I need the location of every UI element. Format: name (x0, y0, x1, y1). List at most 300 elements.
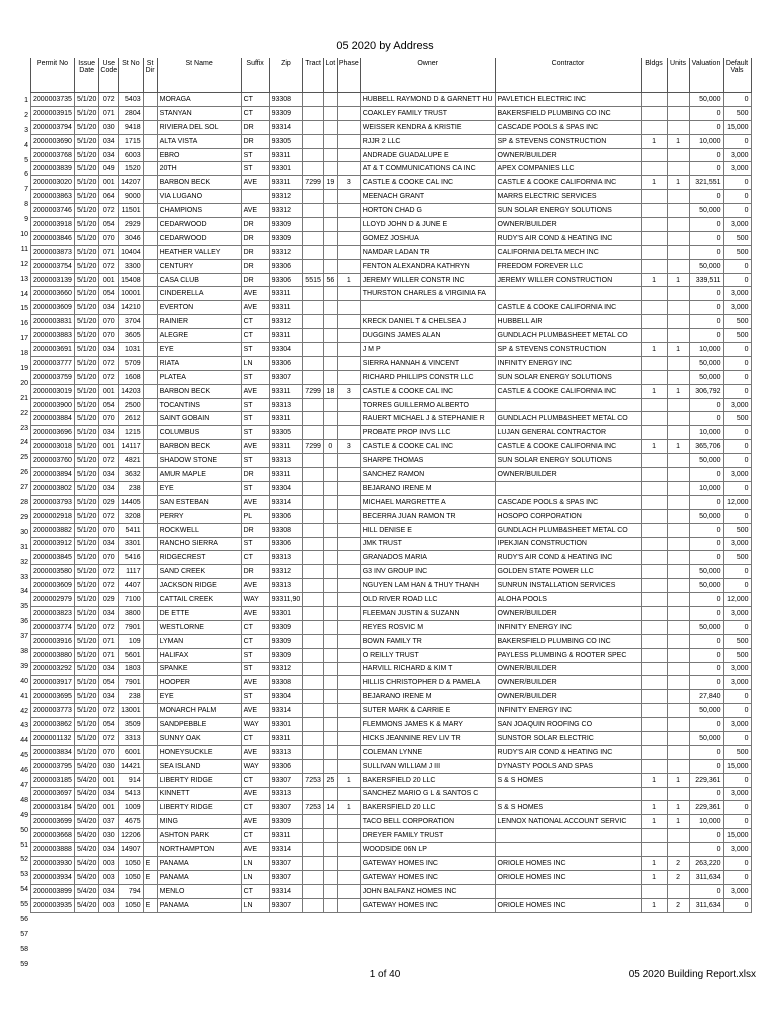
cell-contractor: CASCADE POOLS & SPAS INC (495, 120, 641, 134)
cell-lot (323, 329, 337, 343)
cell-zip: 93313 (269, 745, 303, 759)
cell-issue: 5/1/20 (74, 301, 98, 315)
cell-valuation: 50,000 (689, 565, 723, 579)
cell-owner: ANDRADE GUADALUPE E (360, 148, 495, 162)
cell-stno: 3704 (119, 315, 143, 329)
cell-use: 071 (99, 106, 119, 120)
cell-lot (323, 704, 337, 718)
cell-permit: 2000003699 (31, 815, 75, 829)
header-issue: Issue Date (74, 58, 98, 93)
cell-stname: HONEYSUCKLE (157, 745, 241, 759)
cell-bldgs (641, 676, 667, 690)
cell-stno: 5413 (119, 787, 143, 801)
cell-owner: FENTON ALEXANDRA KATHRYN (360, 259, 495, 273)
cell-suffix: DR (241, 231, 269, 245)
cell-suffix: DR (241, 259, 269, 273)
cell-stdir (143, 815, 157, 829)
cell-phase (337, 829, 360, 843)
table-row (31, 384, 752, 398)
cell-suffix: CT (241, 634, 269, 648)
cell-use: 034 (99, 606, 119, 620)
cell-contractor: MARRS ELECTRIC SERVICES (495, 190, 641, 204)
cell-permit: 2000003883 (31, 329, 75, 343)
cell-lot (323, 301, 337, 315)
row-number: 33 (20, 573, 28, 581)
cell-tract (303, 301, 324, 315)
cell-stname: MENLO (157, 884, 241, 898)
cell-tract (303, 218, 324, 232)
cell-stno: 6003 (119, 148, 143, 162)
cell-stdir (143, 301, 157, 315)
cell-permit: 2000003690 (31, 134, 75, 148)
cell-tract (303, 509, 324, 523)
cell-permit: 2000003900 (31, 398, 75, 412)
cell-tract (303, 662, 324, 676)
cell-permit: 2000003292 (31, 662, 75, 676)
cell-phase (337, 204, 360, 218)
cell-issue: 5/1/20 (74, 398, 98, 412)
cell-issue: 5/1/20 (74, 454, 98, 468)
cell-default: 500 (723, 231, 751, 245)
header-contractor: Contractor (495, 58, 641, 93)
cell-default: 500 (723, 648, 751, 662)
cell-suffix: AVE (241, 495, 269, 509)
cell-phase (337, 454, 360, 468)
cell-default: 0 (723, 204, 751, 218)
cell-phase (337, 787, 360, 801)
cell-tract: 5515 (303, 273, 324, 287)
cell-stno: 5416 (119, 551, 143, 565)
cell-use: 072 (99, 370, 119, 384)
cell-stdir (143, 579, 157, 593)
cell-owner: NAMDAR LADAN TR (360, 245, 495, 259)
cell-zip: 93313 (269, 787, 303, 801)
table-row (31, 787, 752, 801)
row-number: 16 (20, 320, 28, 328)
cell-phase (337, 718, 360, 732)
cell-bldgs (641, 204, 667, 218)
cell-stdir (143, 134, 157, 148)
cell-issue: 5/1/20 (74, 245, 98, 259)
row-number: 26 (20, 469, 28, 477)
cell-zip: 93306 (269, 273, 303, 287)
cell-stname: EYE (157, 690, 241, 704)
cell-permit: 2000003020 (31, 176, 75, 190)
cell-units (667, 481, 689, 495)
cell-suffix: ST (241, 481, 269, 495)
header-bldgs: Bldgs (641, 58, 667, 93)
cell-valuation: 0 (689, 745, 723, 759)
cell-owner: BEJARANO IRENE M (360, 481, 495, 495)
table-row (31, 620, 752, 634)
cell-lot (323, 356, 337, 370)
cell-stdir (143, 343, 157, 357)
cell-default: 0 (723, 704, 751, 718)
cell-contractor (495, 843, 641, 857)
cell-zip: 93311 (269, 329, 303, 343)
cell-permit: 2000003793 (31, 495, 75, 509)
cell-valuation: 0 (689, 329, 723, 343)
cell-stdir (143, 218, 157, 232)
cell-tract (303, 759, 324, 773)
cell-permit: 2000003774 (31, 620, 75, 634)
cell-lot (323, 481, 337, 495)
cell-zip: 93314 (269, 495, 303, 509)
cell-phase (337, 593, 360, 607)
cell-stno: 1031 (119, 343, 143, 357)
cell-bldgs (641, 259, 667, 273)
cell-suffix: LN (241, 898, 269, 912)
table-row (31, 190, 752, 204)
cell-owner: COLEMAN LYNNE (360, 745, 495, 759)
cell-use: 001 (99, 384, 119, 398)
table-row (31, 634, 752, 648)
cell-suffix: CT (241, 106, 269, 120)
cell-permit: 2000003845 (31, 551, 75, 565)
cell-owner: FLEMMONS JAMES K & MARY (360, 718, 495, 732)
cell-bldgs (641, 565, 667, 579)
cell-stname: SHADOW STONE (157, 454, 241, 468)
cell-units (667, 259, 689, 273)
cell-default: 3,000 (723, 606, 751, 620)
header-phase: Phase (337, 58, 360, 93)
cell-suffix: CT (241, 829, 269, 843)
header-use: Use Code (99, 58, 119, 93)
table-row (31, 509, 752, 523)
cell-valuation: 0 (689, 495, 723, 509)
cell-suffix: CT (241, 551, 269, 565)
cell-lot (323, 606, 337, 620)
cell-issue: 5/1/20 (74, 231, 98, 245)
cell-permit: 2000003794 (31, 120, 75, 134)
row-number: 5 (24, 156, 28, 164)
cell-issue: 5/1/20 (74, 176, 98, 190)
cell-stno: 12206 (119, 829, 143, 843)
cell-permit: 2000003139 (31, 273, 75, 287)
cell-contractor: FREEDOM FOREVER LLC (495, 259, 641, 273)
cell-stname: SUNNY OAK (157, 731, 241, 745)
cell-bldgs (641, 287, 667, 301)
cell-valuation: 0 (689, 676, 723, 690)
cell-contractor: SUNSTOR SOLAR ELECTRIC (495, 731, 641, 745)
cell-valuation: 0 (689, 412, 723, 426)
cell-zip: 93311 (269, 148, 303, 162)
cell-stno: 3313 (119, 731, 143, 745)
cell-owner: HICKS JEANNINE REV LIV TR (360, 731, 495, 745)
cell-use: 029 (99, 495, 119, 509)
cell-suffix: ST (241, 148, 269, 162)
row-number: 23 (20, 424, 28, 432)
table-row (31, 134, 752, 148)
cell-suffix: PL (241, 509, 269, 523)
cell-units (667, 245, 689, 259)
cell-phase (337, 356, 360, 370)
cell-valuation: 0 (689, 106, 723, 120)
cell-phase (337, 481, 360, 495)
cell-default: 500 (723, 745, 751, 759)
cell-stno: 14907 (119, 843, 143, 857)
table-row (31, 801, 752, 815)
cell-contractor: SUN SOLAR ENERGY SOLUTIONS (495, 370, 641, 384)
cell-zip: 93313 (269, 579, 303, 593)
cell-tract (303, 356, 324, 370)
cell-suffix: ST (241, 426, 269, 440)
cell-units (667, 412, 689, 426)
cell-stno: 914 (119, 773, 143, 787)
row-number: 49 (20, 811, 28, 819)
row-number: 10 (20, 231, 28, 239)
cell-zip: 93312 (269, 662, 303, 676)
cell-use: 072 (99, 93, 119, 107)
cell-units: 1 (667, 273, 689, 287)
cell-zip: 93309 (269, 634, 303, 648)
cell-zip: 93307 (269, 870, 303, 884)
cell-phase (337, 745, 360, 759)
cell-default: 3,000 (723, 287, 751, 301)
cell-contractor: SUN SOLAR ENERGY SOLUTIONS (495, 454, 641, 468)
cell-units (667, 759, 689, 773)
cell-stdir (143, 148, 157, 162)
cell-units (667, 662, 689, 676)
cell-permit: 2000003839 (31, 162, 75, 176)
cell-default: 0 (723, 898, 751, 912)
cell-tract (303, 690, 324, 704)
cell-zip: 93304 (269, 690, 303, 704)
cell-use: 071 (99, 634, 119, 648)
cell-permit: 2000003846 (31, 231, 75, 245)
cell-issue: 5/1/20 (74, 106, 98, 120)
cell-owner: HUBBELL RAYMOND D & GARNETT HU (360, 93, 495, 107)
cell-zip: 93308 (269, 93, 303, 107)
cell-bldgs (641, 218, 667, 232)
cell-stno: 5403 (119, 93, 143, 107)
cell-stno: 4821 (119, 454, 143, 468)
cell-lot: 0 (323, 440, 337, 454)
cell-owner: BOWN FAMILY TR (360, 634, 495, 648)
cell-stdir (143, 718, 157, 732)
cell-owner: GATEWAY HOMES INC (360, 898, 495, 912)
cell-valuation: 0 (689, 190, 723, 204)
table-row (31, 662, 752, 676)
cell-stdir (143, 731, 157, 745)
cell-stno: 6001 (119, 745, 143, 759)
cell-stno: 7901 (119, 620, 143, 634)
cell-stno: 9000 (119, 190, 143, 204)
cell-units: 2 (667, 856, 689, 870)
cell-permit: 2000003184 (31, 801, 75, 815)
cell-permit: 2000003880 (31, 648, 75, 662)
cell-phase (337, 843, 360, 857)
cell-zip: 93307 (269, 898, 303, 912)
cell-owner: BAKERSFIELD 20 LLC (360, 773, 495, 787)
cell-owner: SIERRA HANNAH & VINCENT (360, 356, 495, 370)
cell-phase (337, 495, 360, 509)
cell-lot (323, 148, 337, 162)
cell-issue: 5/1/20 (74, 426, 98, 440)
cell-zip: 93306 (269, 259, 303, 273)
cell-units: 1 (667, 134, 689, 148)
cell-lot (323, 593, 337, 607)
cell-tract (303, 468, 324, 482)
cell-issue: 5/1/20 (74, 287, 98, 301)
cell-owner: KRECK DANIEL T & CHELSEA J (360, 315, 495, 329)
cell-zip: 93301 (269, 718, 303, 732)
cell-default: 500 (723, 329, 751, 343)
cell-issue: 5/1/20 (74, 676, 98, 690)
cell-stdir (143, 287, 157, 301)
cell-bldgs: 1 (641, 870, 667, 884)
cell-owner: NGUYEN LAM HAN & THUY THANH (360, 579, 495, 593)
cell-stdir (143, 676, 157, 690)
cell-use: 072 (99, 259, 119, 273)
cell-permit: 2000003609 (31, 579, 75, 593)
cell-use: 034 (99, 468, 119, 482)
cell-stname: ALTA VISTA (157, 134, 241, 148)
cell-stname: PANAMA (157, 870, 241, 884)
cell-phase (337, 662, 360, 676)
cell-owner: BEJARANO IRENE M (360, 690, 495, 704)
cell-tract (303, 398, 324, 412)
cell-use: 034 (99, 662, 119, 676)
cell-suffix: ST (241, 537, 269, 551)
cell-phase (337, 134, 360, 148)
cell-zip: 93313 (269, 398, 303, 412)
cell-valuation: 0 (689, 634, 723, 648)
cell-stname: SAN ESTEBAN (157, 495, 241, 509)
cell-lot (323, 93, 337, 107)
cell-suffix: AVE (241, 787, 269, 801)
cell-suffix: DR (241, 273, 269, 287)
cell-stno: 14421 (119, 759, 143, 773)
cell-units (667, 231, 689, 245)
cell-units (667, 106, 689, 120)
cell-owner: RAUERT MICHAEL J & STEPHANIE R (360, 412, 495, 426)
table-row (31, 745, 752, 759)
cell-issue: 5/1/20 (74, 731, 98, 745)
cell-stdir (143, 551, 157, 565)
row-number: 27 (20, 484, 28, 492)
cell-contractor: GUNDLACH PLUMB&SHEET METAL CO (495, 412, 641, 426)
cell-tract (303, 620, 324, 634)
cell-bldgs (641, 745, 667, 759)
cell-tract (303, 426, 324, 440)
cell-bldgs: 1 (641, 176, 667, 190)
cell-use: 034 (99, 301, 119, 315)
table-row (31, 759, 752, 773)
cell-issue: 5/1/20 (74, 315, 98, 329)
cell-issue: 5/1/20 (74, 468, 98, 482)
cell-zip: 93311 (269, 301, 303, 315)
cell-permit: 2000003019 (31, 384, 75, 398)
cell-permit: 2000003018 (31, 440, 75, 454)
cell-lot: 18 (323, 384, 337, 398)
cell-owner (360, 301, 495, 315)
cell-zip: 93309 (269, 231, 303, 245)
cell-stdir (143, 495, 157, 509)
row-number: 21 (20, 394, 28, 402)
cell-tract (303, 843, 324, 857)
cell-zip: 93307 (269, 370, 303, 384)
cell-issue: 5/1/20 (74, 634, 98, 648)
cell-default: 500 (723, 412, 751, 426)
cell-stdir (143, 634, 157, 648)
cell-owner: GOMEZ JOSHUA (360, 231, 495, 245)
cell-permit: 2000002918 (31, 509, 75, 523)
cell-zip: 93307 (269, 773, 303, 787)
cell-stname: LIBERTY RIDGE (157, 801, 241, 815)
cell-stname: ALEGRE (157, 329, 241, 343)
cell-permit: 2000003915 (31, 106, 75, 120)
cell-permit: 2000003660 (31, 287, 75, 301)
row-number: 24 (20, 439, 28, 447)
table-row (31, 870, 752, 884)
cell-stname: RIVIERA DEL SOL (157, 120, 241, 134)
cell-stno: 2804 (119, 106, 143, 120)
cell-use: 070 (99, 412, 119, 426)
row-number: 20 (20, 379, 28, 387)
cell-units (667, 370, 689, 384)
cell-use: 072 (99, 731, 119, 745)
cell-stname: COLUMBUS (157, 426, 241, 440)
cell-valuation: 10,000 (689, 481, 723, 495)
cell-bldgs (641, 579, 667, 593)
cell-tract (303, 565, 324, 579)
cell-lot (323, 204, 337, 218)
cell-owner: O REILLY TRUST (360, 648, 495, 662)
cell-tract (303, 495, 324, 509)
cell-owner: GATEWAY HOMES INC (360, 870, 495, 884)
table-row (31, 648, 752, 662)
cell-tract (303, 884, 324, 898)
cell-contractor: OWNER/BUILDER (495, 662, 641, 676)
cell-contractor: SUNRUN INSTALLATION SERVICES (495, 579, 641, 593)
cell-issue: 5/1/20 (74, 551, 98, 565)
cell-valuation: 229,361 (689, 773, 723, 787)
cell-stdir: E (143, 898, 157, 912)
header-stname: St Name (157, 58, 241, 93)
cell-use: 034 (99, 690, 119, 704)
row-number: 41 (20, 692, 28, 700)
table-row (31, 676, 752, 690)
cell-zip: 93311,90 (269, 593, 303, 607)
cell-permit: 2000003916 (31, 634, 75, 648)
cell-use: 072 (99, 204, 119, 218)
cell-zip: 93311 (269, 287, 303, 301)
cell-stdir (143, 787, 157, 801)
cell-stno: 1009 (119, 801, 143, 815)
cell-stname: ASHTON PARK (157, 829, 241, 843)
cell-permit: 2000003754 (31, 259, 75, 273)
cell-phase: 1 (337, 801, 360, 815)
cell-default: 0 (723, 620, 751, 634)
cell-valuation: 0 (689, 606, 723, 620)
cell-owner: COAKLEY FAMILY TRUST (360, 106, 495, 120)
cell-suffix: AVE (241, 579, 269, 593)
cell-tract (303, 315, 324, 329)
cell-use: 029 (99, 593, 119, 607)
cell-stdir: E (143, 870, 157, 884)
cell-units: 2 (667, 870, 689, 884)
cell-use: 070 (99, 523, 119, 537)
table-row (31, 329, 752, 343)
cell-contractor: CASTLE & COOKE CALIFORNIA INC (495, 440, 641, 454)
cell-lot (323, 134, 337, 148)
cell-tract (303, 204, 324, 218)
table-row (31, 259, 752, 273)
cell-stname: MONARCH PALM (157, 704, 241, 718)
row-number: 2 (24, 111, 28, 119)
cell-zip: 93311 (269, 731, 303, 745)
